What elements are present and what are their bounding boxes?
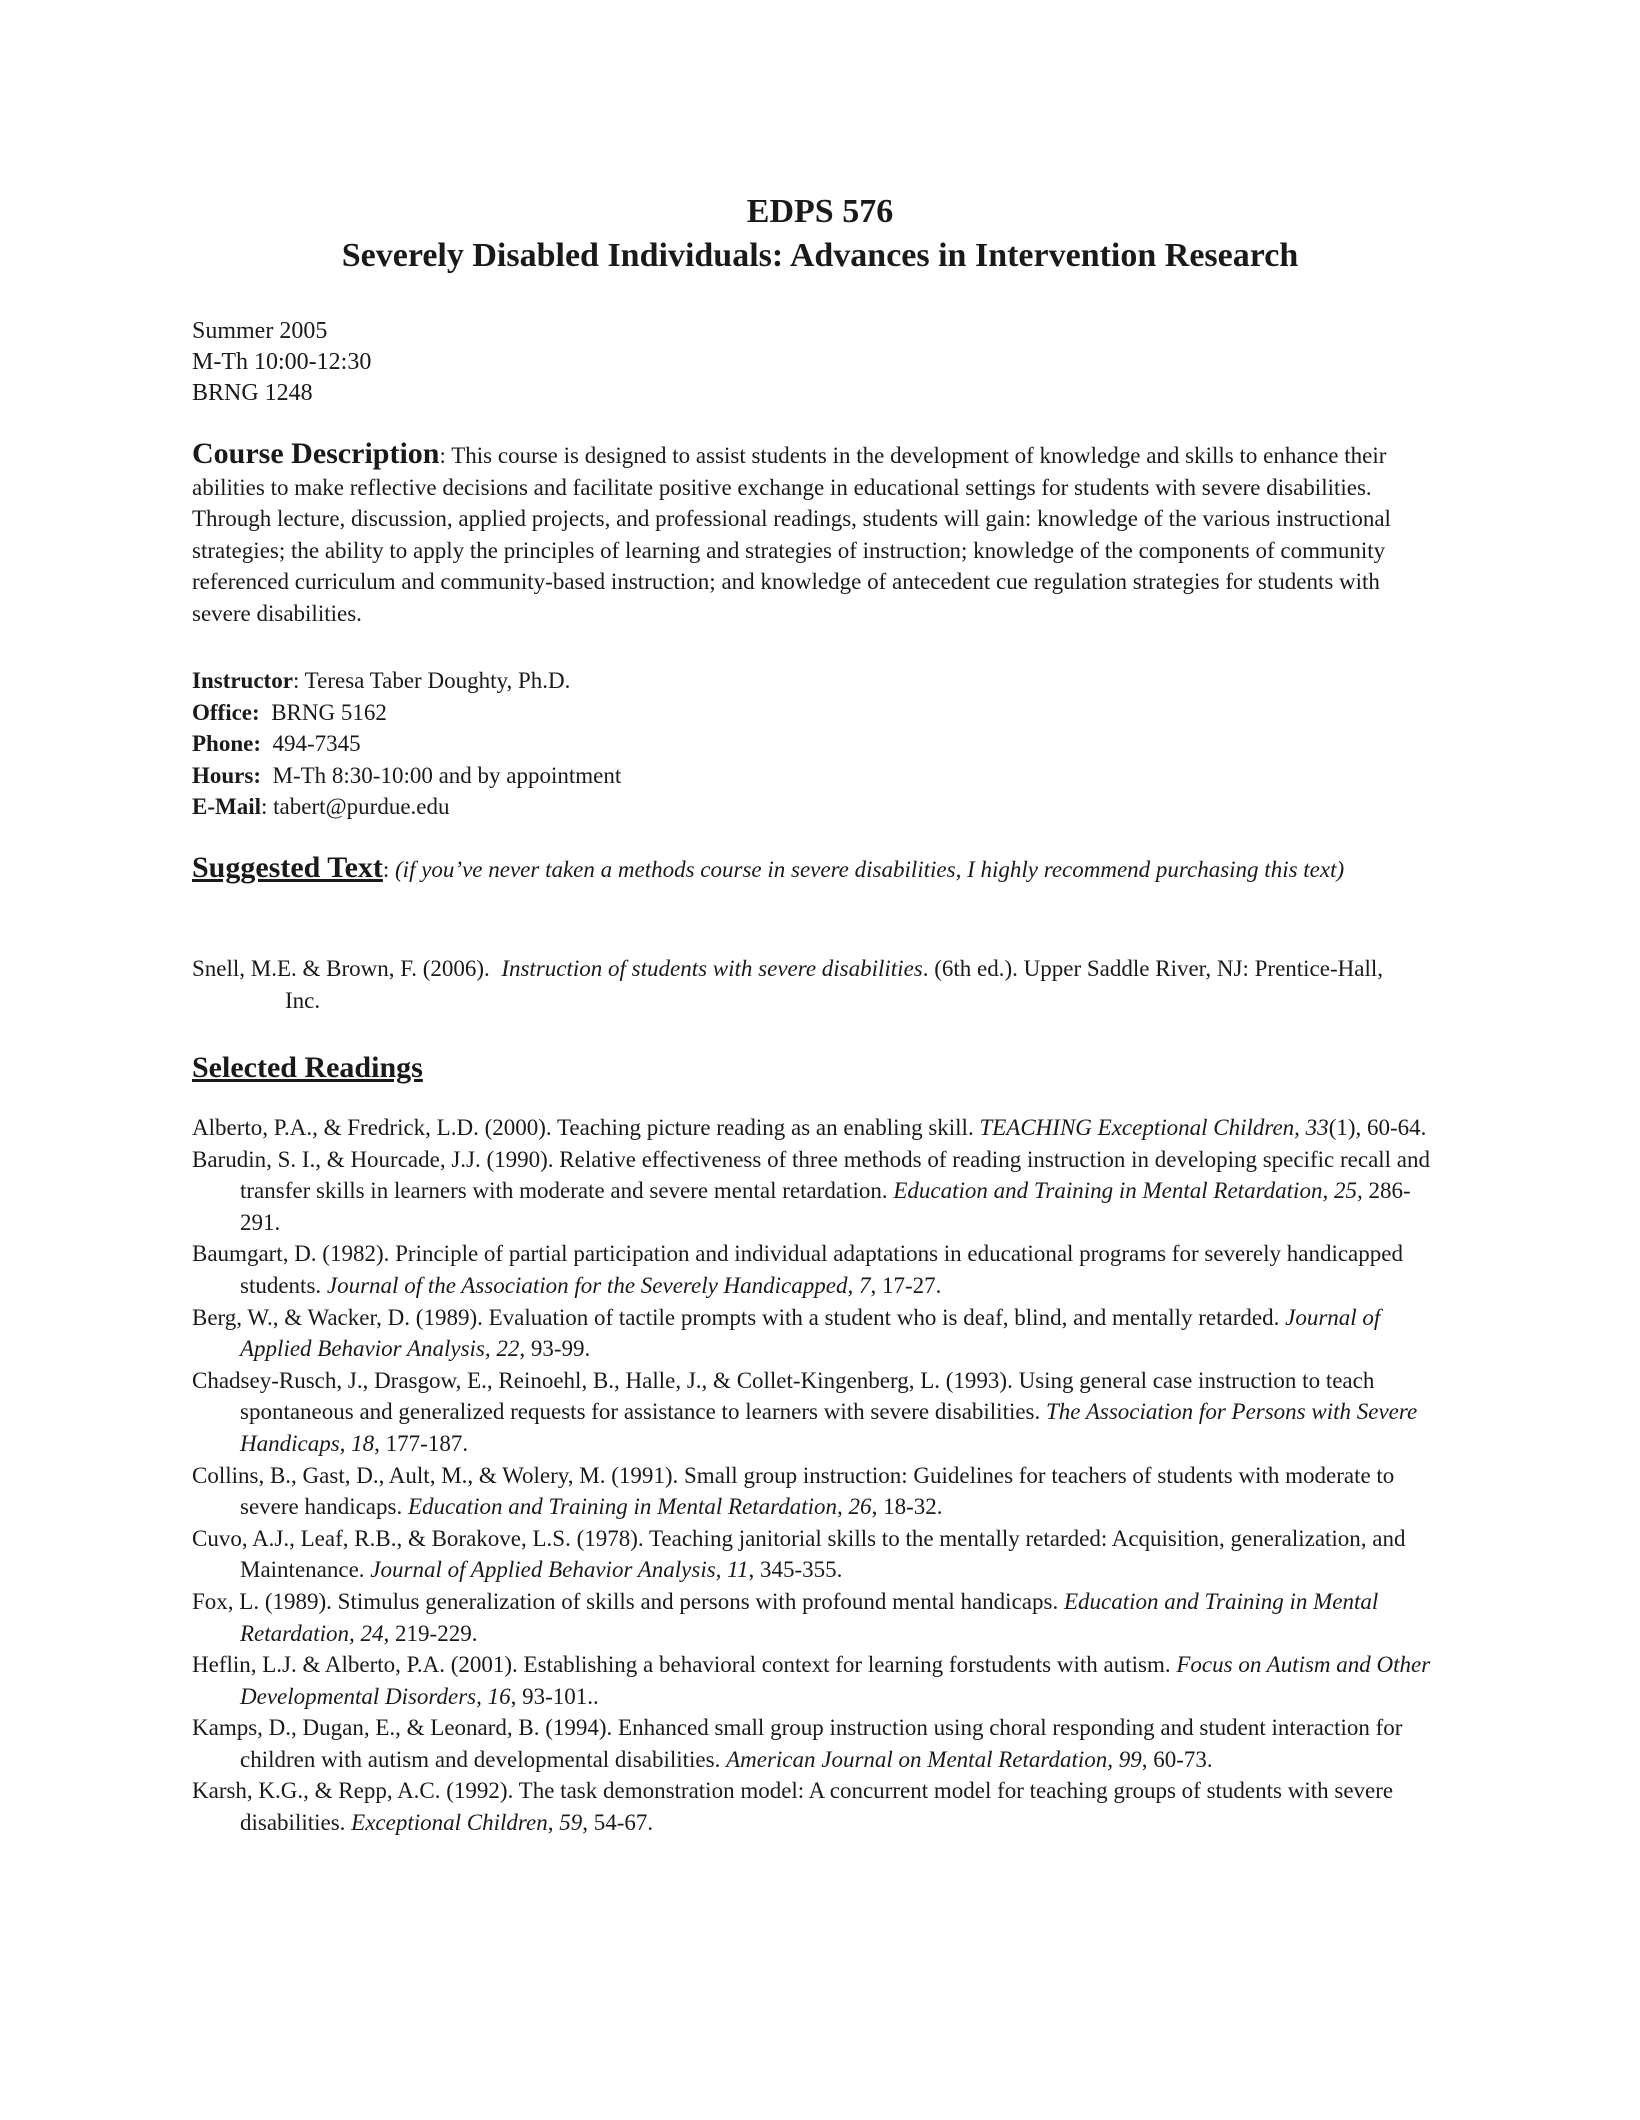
reading-citation: Chadsey-Rusch, J., Drasgow, E., Reinoehl, B., Halle, J., & Collet-Kingenberg, L. (1993). Using general case instruction to teach spontaneous and generalized requests for assistance to learners with severe disabilities. <box>192 1367 1375 1425</box>
reading-item <box>192 1586 1432 1649</box>
description-colon: : <box>439 443 452 468</box>
citation-author: Snell, M.E. & Brown, F. (2006). <box>192 956 490 981</box>
reading-item <box>192 1775 1432 1838</box>
office-row <box>192 697 621 729</box>
suggested-text-citation <box>192 953 1422 1016</box>
reading-item <box>192 1523 1432 1586</box>
instructor-row: Instructor: Teresa Taber Doughty, Ph.D. <box>192 668 571 693</box>
reading-journal: Education and Training in Mental Retardation, 26 <box>407 1494 872 1520</box>
instructor-name: Teresa Taber Doughty, Ph.D. <box>304 668 571 693</box>
session-term: Summer 2005 <box>192 318 328 344</box>
reading-citation: Berg, W., & Wacker, D. (1989). Evaluation of tactile prompts with a student who is deaf, blind, and mentally retarded. <box>192 1304 1286 1330</box>
reading-journal: American Journal on Mental Retardation, 99 <box>726 1746 1142 1772</box>
phone-value: 494-7345 <box>272 731 361 757</box>
instructor-label: Instructor <box>192 668 293 693</box>
email-row: E-Mail: tabert@purdue.edu <box>192 794 450 820</box>
reading-pages: (1), 60-64. <box>1328 1115 1427 1140</box>
phone-label: Phone: <box>192 731 261 757</box>
reading-journal: Journal of the Association for the Severely Handicapped, 7 <box>326 1272 871 1298</box>
citation-rest: . (6th ed.). Upper Saddle River, NJ: Prentice-Hall, Inc. <box>285 956 1383 1013</box>
reading-citation: Baumgart, D. (1982). Principle of partial participation and individual adaptations in educational programs for severely handicapped students. <box>192 1241 1403 1298</box>
reading-citation: Barudin, S. I., & Hourcade, J.J. (1990). Relative effectiveness of three methods of reading instruction in developing specific recall and transfer skills in learners with moderate and severe mental retardation. <box>192 1146 1431 1204</box>
hours-label: Hours: <box>192 762 261 788</box>
suggested-text: Suggested Text: (if you’ve never taken a methods course in severe disabilities, I highly recommend purchasing this text) <box>192 851 1345 884</box>
email-value[interactable]: tabert@purdue.edu <box>273 794 450 820</box>
reading-pages: 286-291. <box>240 1178 1411 1235</box>
reading-pages: , 54-67. <box>582 1810 654 1836</box>
reading-pages: , 17-27. <box>870 1272 942 1298</box>
reading-pages: , 93-101.. <box>510 1683 599 1709</box>
reading-journal: Journal of Applied Behavior Analysis, 22 <box>240 1304 1381 1362</box>
selected-readings-heading: Selected Readings <box>192 1051 423 1084</box>
citation-title: Instruction of students with severe disabilities <box>501 956 923 981</box>
reading-item <box>192 1238 1432 1301</box>
reading-pages: , 345-355. <box>748 1557 843 1583</box>
course-description-heading: Course Description <box>192 437 440 470</box>
reading-citation: Cuvo, A.J., Leaf, R.B., & Borakove, L.S. (1978). Teaching janitorial skills to the mentally retarded: Acquisition, generalization, and Maintenance. <box>192 1525 1406 1583</box>
reading-citation: Collins, B., Gast, D., Ault, M., & Wolery, M. (1991). Small group instruction: Guidelines for teachers of students with moderate to severe handicaps. <box>192 1462 1395 1520</box>
reading-list <box>192 1112 1432 1839</box>
reading-item <box>192 1302 1432 1365</box>
reading-journal: Journal of Applied Behavior Analysis, 11 <box>370 1557 749 1583</box>
phone-row <box>192 728 621 760</box>
reading-pages: , 177-187. <box>374 1430 469 1456</box>
suggested-text-heading: Suggested Text <box>192 851 383 884</box>
reading-journal: TEACHING Exceptional Children, 33 <box>979 1115 1329 1140</box>
reading-journal: Focus on Autism and Other Developmental Disorders, 16 <box>240 1652 1431 1709</box>
reading-journal: Education and Training in Mental Retardation, 24 <box>240 1588 1379 1646</box>
office-label: Office: <box>192 699 260 725</box>
reading-pages: , 93-99. <box>519 1336 591 1362</box>
reading-item <box>192 1649 1432 1712</box>
email-label: E-Mail <box>192 794 261 820</box>
reading-journal: Education and Training in Mental Retardation, 25, <box>893 1178 1363 1204</box>
reading-pages: , 219-229. <box>383 1620 478 1646</box>
course-description <box>192 438 1422 630</box>
title-block <box>0 190 1640 278</box>
reading-item <box>192 1112 1432 1144</box>
reading-item <box>192 1144 1432 1239</box>
reading-pages: , 60-73. <box>1141 1746 1213 1772</box>
office-value: BRNG 5162 <box>271 699 387 725</box>
session-info <box>192 316 371 409</box>
reading-pages: , 18-32. <box>871 1494 943 1520</box>
reading-item <box>192 1365 1432 1460</box>
suggested-text-note: (if you’ve never taken a methods course in severe disabilities, I highly recommend purchasing this text) <box>395 857 1345 882</box>
session-room: BRNG 1248 <box>192 380 313 406</box>
reading-citation: Kamps, D., Dugan, E., & Leonard, B. (1994). Enhanced small group instruction using choral responding and student interaction for children with autism and developmental disabilities. <box>192 1715 1403 1772</box>
reading-item <box>192 1460 1432 1523</box>
reading-citation: Fox, L. (1989). Stimulus generalization of skills and persons with profound mental handicaps. <box>192 1588 1064 1614</box>
hours-row <box>192 760 621 792</box>
instructor-contact <box>192 665 621 823</box>
reading-journal: The Association for Persons with Severe Handicaps, 18 <box>240 1399 1418 1456</box>
course-description-text: This course is designed to assist students in the development of knowledge and skills to enhance their abilities to make reflective decisions and facilitate positive exchange in educational settings for students with severe disabilities. Through lecture, discussion, applied projects, and professional readings, students will gain: knowledge of the various instructional strategies; the ability to apply the principles of learning and strategies of instruction; knowledge of the components of community referenced curriculum and community-based instruction; and knowledge of antecedent cue regulation strategies for students with severe disabilities. <box>192 443 1391 626</box>
reading-citation: Karsh, K.G., & Repp, A.C. (1992). The task demonstration model: A concurrent model for teaching groups of students with severe disabilities. <box>192 1778 1394 1836</box>
session-time: M-Th 10:00-12:30 <box>192 349 372 375</box>
hours-value: M-Th 8:30-10:00 and by appointment <box>272 762 622 788</box>
reading-item <box>192 1712 1432 1775</box>
reading-journal: Exceptional Children, 59 <box>351 1810 583 1836</box>
course-title: Severely Disabled Individuals: Advances in Intervention Research <box>341 237 1299 274</box>
course-code: EDPS 576 <box>746 193 894 230</box>
reading-citation: Alberto, P.A., & Fredrick, L.D. (2000). Teaching picture reading as an enabling skill. <box>192 1115 980 1140</box>
reading-citation: Heflin, L.J. & Alberto, P.A. (2001). Establishing a behavioral context for learning forstudents with autism. <box>192 1652 1177 1678</box>
